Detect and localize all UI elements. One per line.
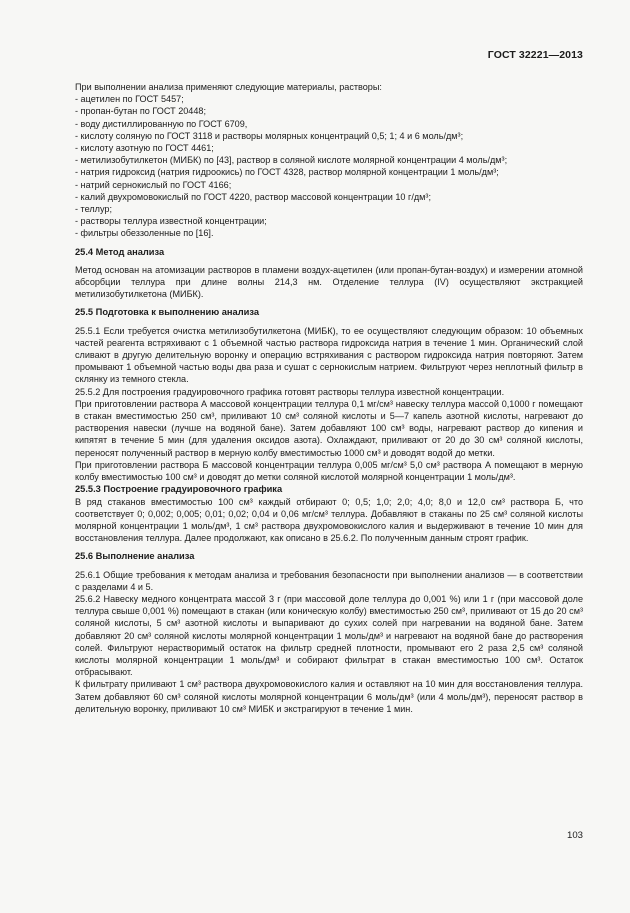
paragraph: Метод основан на атомизации растворов в пламени воздух-ацетилен (или пропан-бутан-воздух) и измерении атомной абсорбции теллура при длине волны 214,3 нм. Отделение теллура (IV) осуществляют экстракцией метилизобутилкетона (МИБК). xyxy=(75,264,583,300)
materials-list-item: - фильтры обеззоленные по [16]. xyxy=(75,228,214,239)
section-25-6-title: 25.6 Выполнение анализа xyxy=(75,551,195,562)
materials-intro: При выполнении анализа применяют следующие материалы, растворы: xyxy=(75,82,382,92)
materials-list-item: - теллур; xyxy=(75,204,113,215)
subsection-25-5-3-title: 25.5.3 Построение градуировочного графика xyxy=(75,484,283,495)
paragraph: При приготовлении раствора Б массовой концентрации теллура 0,005 мг/см³ 5,0 см³ раствора А помещают в мерную колбу вместимостью 100 см³ и доводят до метки соляной кислотой молярной концентрации 1 моль/дм³. xyxy=(75,459,583,483)
materials-list-item: - воду дистиллированную по ГОСТ 6709, xyxy=(75,118,248,129)
materials-list xyxy=(75,93,583,239)
document-body xyxy=(75,81,583,715)
section-25-4-title: 25.4 Метод анализа xyxy=(75,246,165,257)
paragraph: В ряд стаканов вместимостью 100 см³ каждый отбирают 0; 0,5; 1,0; 2,0; 4,0; 8,0 и 12,0 см³ раствора Б, что соответствует 0; 0,002; 0,005; 0,01; 0,02; 0,04 и 0,06 мг/см³ теллура. Добавляют в стаканы по 25 см³ соляной кислоты молярной концентрации 1 моль/дм³, 1 см³ раствора двухромовокислого калия и выдерживают в течение 10 мин для восстановления теллура. Далее продолжают, как описано в 25.6.2. По полученным данным строят график. xyxy=(75,496,583,544)
materials-list-item: - натрия гидроксид (натрия гидроокись) по ГОСТ 4328, раствор молярной концентрации 1 моль/дм³; xyxy=(75,167,499,178)
section-25-5-title: 25.5 Подготовка к выполнению анализа xyxy=(75,307,259,318)
paragraph: При приготовлении раствора А массовой концентрации теллура 0,1 мг/см³ навеску теллура массой 0,1000 г помещают в стакан вместимостью 250 см³, приливают 10 см³ соляной кислоты и 5—7 капель азотной кислоты, нагревают до растворения навески (лучше на водяной бане). Затем добавляют 100 см³ воды, нагревают раствор до кипения и кипятят в течение 5 мин (для удаления оксидов азота). Охлаждают, приливают от 20 до 30 см³ соляной кислоты, переносят полученный раствор в мерную колбу вместимостью 1000 см³ и доводят водой до метки. xyxy=(75,398,583,458)
paragraph: 25.5.1 Если требуется очистка метилизобутилкетона (МИБК), то ее осуществляют следующим образом: 10 объемных частей реагента встряхивают с 1 объемной частью раствора гидроксида натрия в течение 1 мин. Органический слой сливают в другую делительную воронку и операцию встряхивания с раствором гидроксида натрия повторяют. Затем промывают 1 объемной частью воды два раза и сушат с сернокислым натрием. Фильтруют через неплотный фильтр в склянку из темного стекла. xyxy=(75,325,583,385)
materials-list-item: - кислоту соляную по ГОСТ 3118 и растворы молярных концентраций 0,5; 1; 4 и 6 моль/дм³; xyxy=(75,130,464,141)
materials-list-item: - растворы теллура известной концентрации; xyxy=(75,216,267,227)
standard-header: ГОСТ 32221—2013 xyxy=(487,49,583,61)
materials-list-item: - ацетилен по ГОСТ 5457; xyxy=(75,94,184,105)
paragraph: К фильтрату приливают 1 см³ раствора двухромовокислого калия и оставляют на 10 мин для восстановления теллура. Затем добавляют 60 см³ соляной кислоты молярной концентрации 6 моль/дм³ (или 4 моль/дм³), переносят раствор в делительную воронку, приливают 10 см³ МИБК и экстрагируют в течение 1 мин. xyxy=(75,679,583,714)
materials-list-item: - пропан-бутан по ГОСТ 20448; xyxy=(75,106,207,117)
paragraph: 25.5.2 Для построения градуировочного графика готовят растворы теллура известной концентрации. xyxy=(75,386,505,397)
materials-list-item: - метилизобутилкетон (МИБК) по [43], раствор в соляной кислоте молярной концентрации 4 моль/дм³; xyxy=(75,155,508,166)
page-number: 103 xyxy=(566,830,583,841)
materials-list-item: - кислоту азотную по ГОСТ 4461; xyxy=(75,143,214,154)
materials-list-item: - натрий сернокислый по ГОСТ 4166; xyxy=(75,179,232,190)
paragraph: 25.6.2 Навеску медного концентрата массой 3 г (при массовой доле теллура до 0,001 %) или 1 г (при массовой доле теллура свыше 0,001 %) помещают в стакан (или коническую колбу) вместимостью 250 см³, приливают от 15 до 20 см³ соляной кислоты, 5 см³ азотной кислоты и выпаривают до сухих солей при нагревании на водяной бане. Затем добавляют 20 см³ соляной кислоты молярной концентрации 1 моль/дм³ и нагревают на водяной бане до растворения солей. Фильтруют нерастворимый остаток на фильтр средней плотности, промывают его 2 раза 2,5 см³ соляной кислоты молярной концентрации 1 моль/дм³ и собирают фильтрат в стакан вместимостью 100 см³. Остаток отбрасывают. xyxy=(75,593,583,678)
paragraph: 25.6.1 Общие требования к методам анализа и требования безопасности при выполнении анализов — в соответствии с разделами 4 и 5. xyxy=(75,569,583,592)
materials-list-item: - калий двухромовокислый по ГОСТ 4220, раствор массовой концентрации 10 г/дм³; xyxy=(75,191,431,202)
